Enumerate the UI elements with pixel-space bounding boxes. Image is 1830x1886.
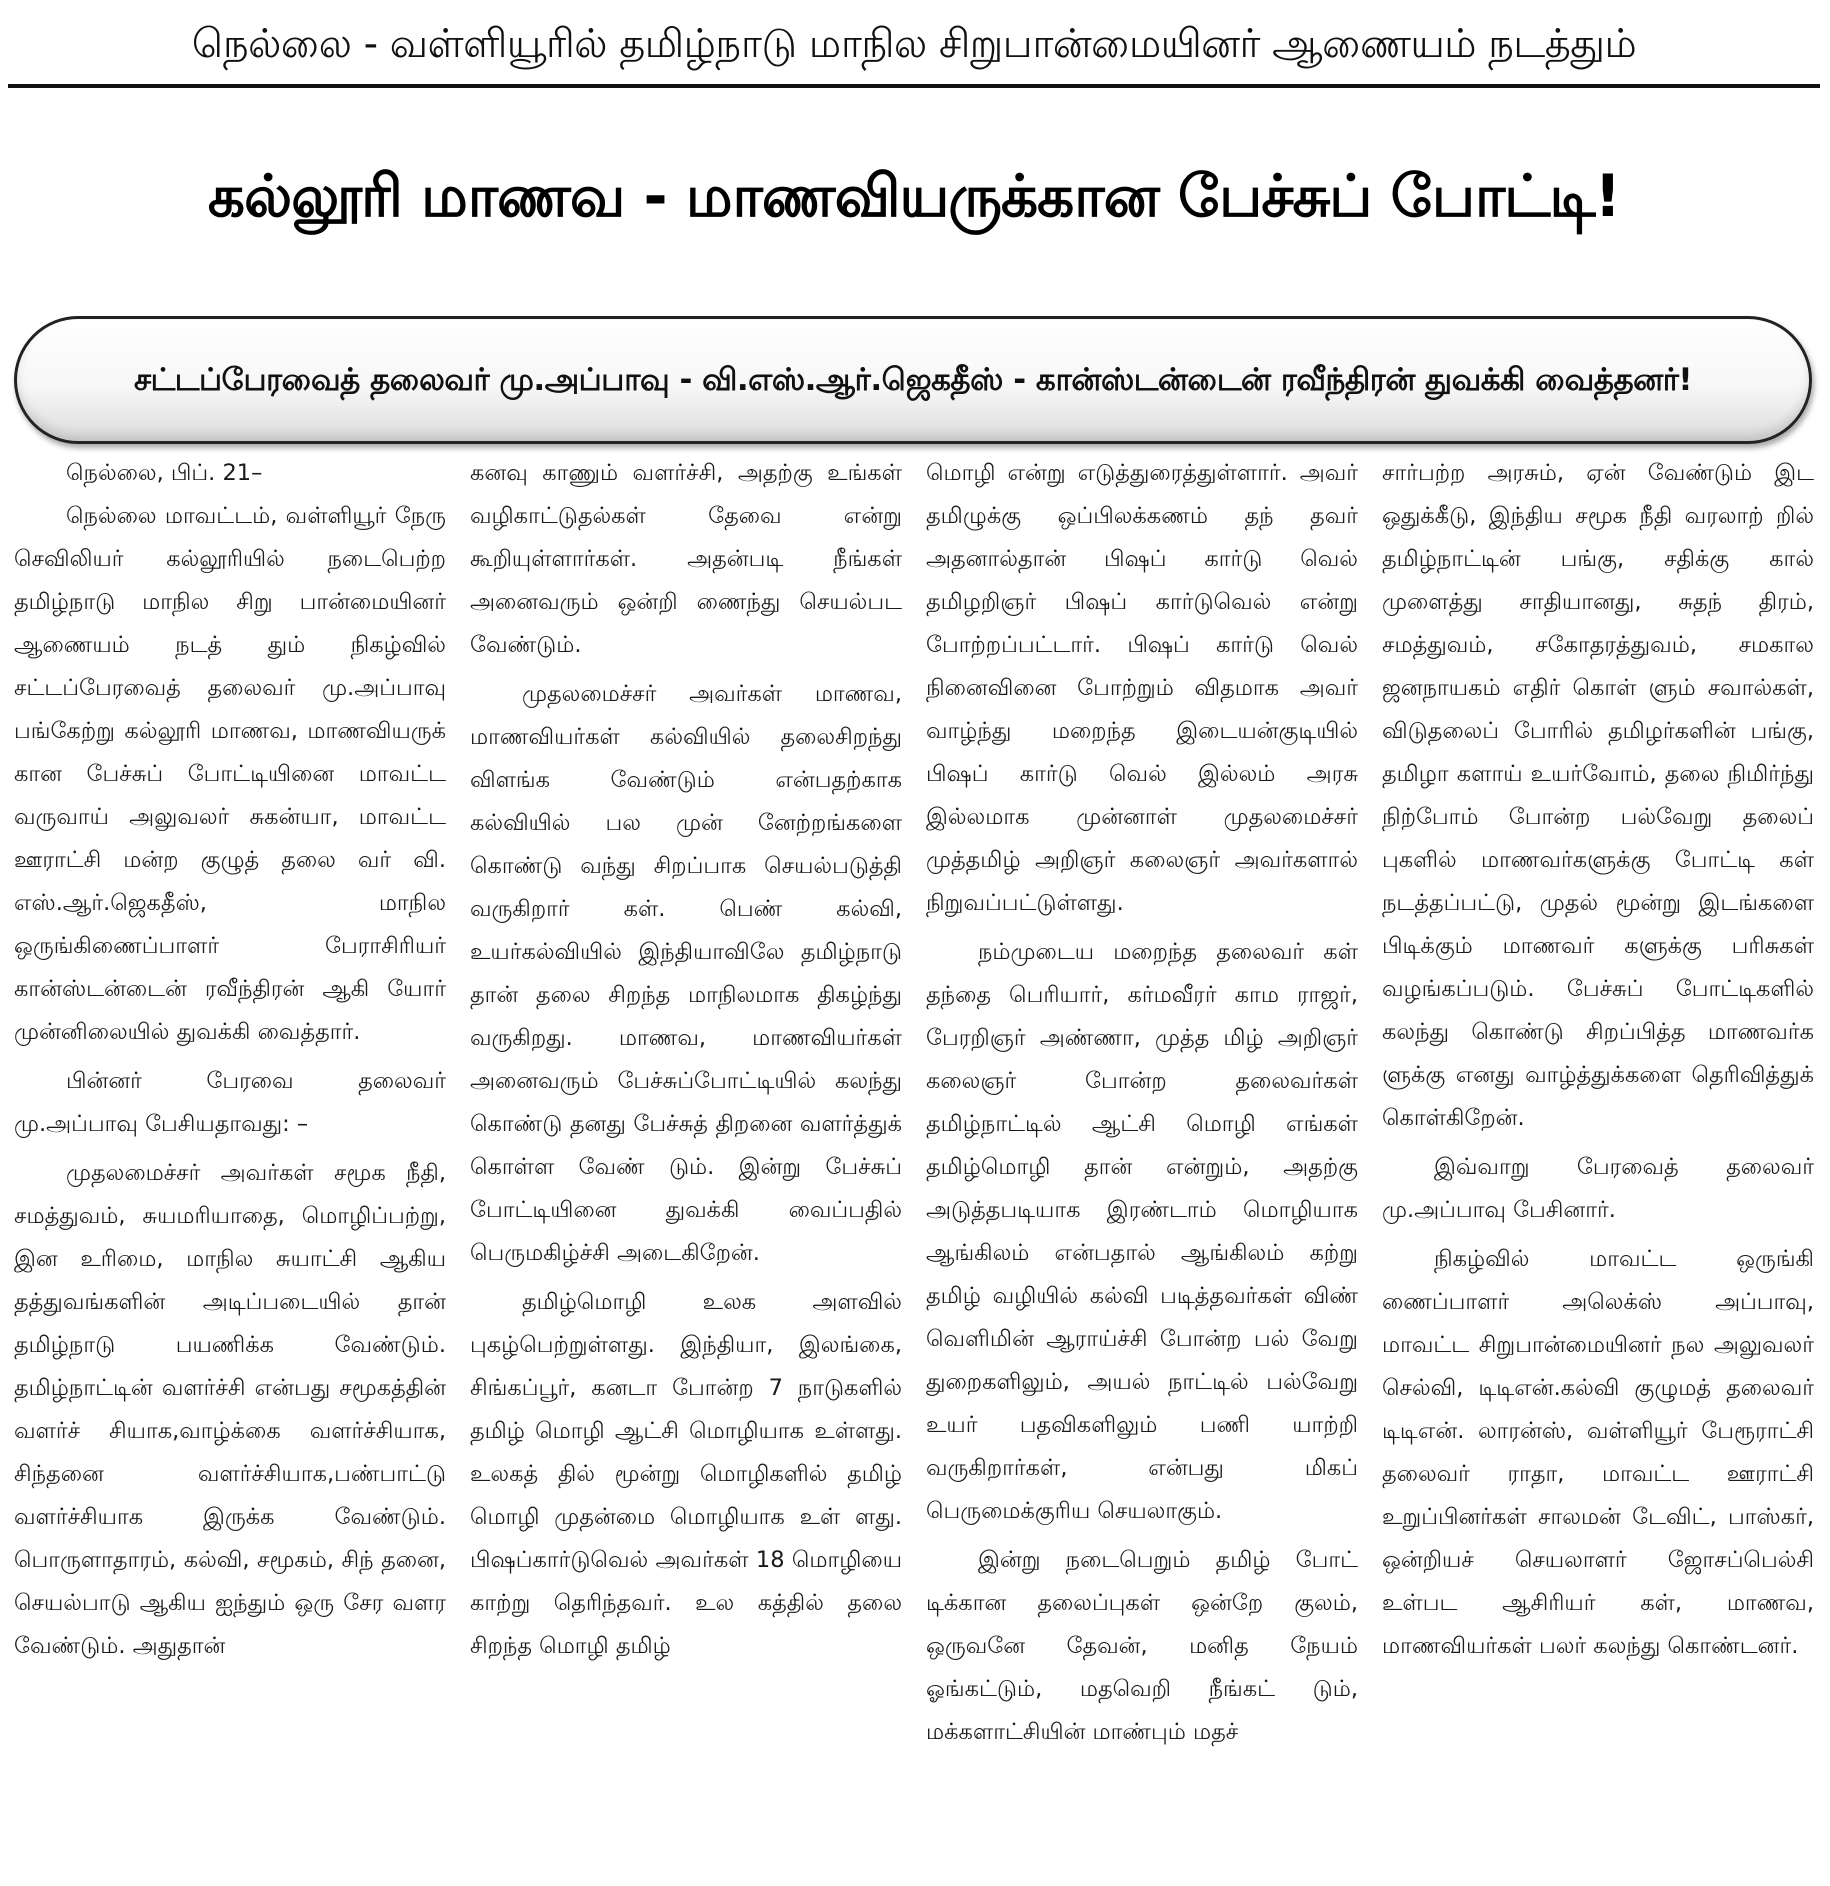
article-column-2 xyxy=(470,452,902,1878)
article-body xyxy=(14,452,1814,1878)
headline: கல்லூரி மாணவ - மாணவியருக்கான பேச்சுப் போட்டி! xyxy=(207,162,1621,230)
paragraph: சார்பற்ற அரசும், ஏன் வேண்டும் இட ஒதுக்கீடு, இந்திய சமூக நீதி வரலாற் றில் தமிழ்நாட்டின் பங்கு, சதிக்கு கால் முளைத்து சாதியானது, சுதந் திரம், சமத்துவம், சகோதரத்துவம், சமகால ஜனநாயகம் எதிர் கொள் ளும் சவால்கள், விடுதலைப் போரில் தமிழர்களின் பங்கு, தமிழா களாய் உயர்வோம், தலை நிமிர்ந்து நிற்போம் போன்ற பல்வேறு தலைப் புகளில் மாணவர்களுக்கு போட்டி கள் நடத்தப்பட்டு, முதல் மூன்று இடங்களை பிடிக்கும் மாணவர் களுக்கு பரிசுகள் வழங்கப்படும். பேச்சுப் போட்டிகளில் கலந்து கொண்டு சிறப்பித்த மாணவர்க ளுக்கு எனது வாழ்த்துக்களை தெரிவித்துக் கொள்கிறேன். xyxy=(1382,460,1814,1131)
paragraph: பின்னர் பேரவை தலைவர் மு.அப்பாவு பேசியதாவது: – xyxy=(14,1068,446,1137)
paragraph: மொழி என்று எடுத்துரைத்துள்ளார். அவர் தமிழுக்கு ஒப்பிலக்கணம் தந் தவர் அதனால்தான் பிஷப் கார்டு வெல் தமிழறிஞர் பிஷப் கார்டுவெல் என்று போற்றப்பட்டார். பிஷப் கார்டு வெல் நினைவினை போற்றும் விதமாக அவர் வாழ்ந்து மறைந்த இடையன்குடியில் பிஷப் கார்டு வெல் இல்லம் அரசு இல்லமாக முன்னாள் முதலமைச்சர் முத்தமிழ் அறிஞர் கலைஞர் அவர்களால் நிறுவப்பட்டுள்ளது. xyxy=(926,460,1358,916)
paragraph: தமிழ்மொழி உலக அளவில் புகழ்பெற்றுள்ளது. இந்தியா, இலங்கை, சிங்கப்பூர், கனடா போன்ற 7 நாடுகளில் தமிழ் மொழி ஆட்சி மொழியாக உள்ளது. உலகத் தில் மூன்று மொழிகளில் தமிழ் மொழி முதன்மை மொழியாக உள் ளது. பிஷப்கார்டுவெல் அவர்கள் 18 மொழியை காற்று தெரிந்தவர். உல கத்தில் தலை சிறந்த மொழி தமிழ் xyxy=(470,1289,902,1659)
article-column-3 xyxy=(926,452,1358,1878)
article-column-4 xyxy=(1382,452,1814,1878)
paragraph: கனவு காணும் வளர்ச்சி, அதற்கு உங்கள் வழிகாட்டுதல்கள் தேவை என்று கூறியுள்ளார்கள். அதன்படி நீங்கள் அனைவரும் ஒன்றி ணைந்து செயல்பட வேண்டும். xyxy=(470,460,902,658)
paragraph: முதலமைச்சர் அவர்கள் மாணவ, மாணவியர்கள் கல்வியில் தலைசிறந்து விளங்க வேண்டும் என்பதற்காக கல்வியில் பல முன் னேற்றங்களை கொண்டு வந்து சிறப்பாக செயல்படுத்தி வருகிறார் கள். பெண் கல்வி, உயர்கல்வியில் இந்தியாவிலே தமிழ்நாடு தான் தலை சிறந்த மாநிலமாக திகழ்ந்து வருகிறது. மாணவ, மாணவியர்கள் அனைவரும் பேச்சுப்போட்டியில் கலந்து கொண்டு தனது பேச்சுத் திறனை வளர்த்துக் கொள்ள வேண் டும். இன்று பேச்சுப் போட்டியினை துவக்கி வைப்பதில் பெருமகிழ்ச்சி அடைகிறேன். xyxy=(470,681,902,1266)
paragraph: நம்முடைய மறைந்த தலைவர் கள் தந்தை பெரியார், கர்மவீரர் காம ராஜர், பேரறிஞர் அண்ணா, முத்த மிழ் அறிஞர் கலைஞர் போன்ற தலைவர்கள் தமிழ்நாட்டில் ஆட்சி மொழி எங்கள் தமிழ்மொழி தான் என்றும், அதற்கு அடுத்தபடியாக இரண்டாம் மொழியாக ஆங்கிலம் என்பதால் ஆங்கிலம் கற்று தமிழ் வழியில் கல்வி படித்தவர்கள் விண் வெளிமின் ஆராய்ச்சி போன்ற பல் வேறு துறைகளிலும், அயல் நாட்டில் பல்வேறு உயர் பதவிகளிலும் பணி யாற்றி வருகிறார்கள், என்பது மிகப் பெருமைக்குரிய செயலாகும். xyxy=(926,939,1358,1524)
article-column-1 xyxy=(14,452,446,1878)
paragraph: இன்று நடைபெறும் தமிழ் போட் டிக்கான தலைப்புகள் ஒன்றே குலம், ஒருவனே தேவன், மனித நேயம் ஓங்கட்டும், மதவெறி நீங்கட் டும், மக்களாட்சியின் மாண்பும் மதச் xyxy=(926,1547,1358,1745)
paragraph: முதலமைச்சர் அவர்கள் சமூக நீதி, சமத்துவம், சுயமரியாதை, மொழிப்பற்று, இன உரிமை, மாநில சுயாட்சி ஆகிய தத்துவங்களின் அடிப்படையில் தான் தமிழ்நாடு பயணிக்க வேண்டும். தமிழ்நாட்டின் வளர்ச்சி என்பது சமூகத்தின் வளர்ச் சியாக,வாழ்க்கை வளர்ச்சியாக, சிந்தனை வளர்ச்சியாக,பண்பாட்டு வளர்ச்சியாக இருக்க வேண்டும். பொருளாதாரம், கல்வி, சமூகம், சிந் தனை, செயல்பாடு ஆகிய ஐந்தும் ஒரு சேர வளர வேண்டும். அதுதான் xyxy=(14,1160,446,1659)
subheadline-banner: சட்டப்பேரவைத் தலைவர் மு.அப்பாவு - வி.எஸ்.ஆர்.ஜெகதீஸ் - கான்ஸ்டன்டைன் ரவீந்திரன் துவக்கி வைத்தனர்! xyxy=(14,316,1812,444)
paragraph: நிகழ்வில் மாவட்ட ஒருங்கி ணைப்பாளர் அலெக்ஸ் அப்பாவு, மாவட்ட சிறுபான்மையினர் நல அலுவலர் செல்வி, டிடிஎன்.கல்வி குழுமத் தலைவர் டிடிஎன். லாரன்ஸ், வள்ளியூர் பேரூராட்சி தலைவர் ராதா, மாவட்ட ஊராட்சி உறுப்பினர்கள் சாலமன் டேவிட், பாஸ்கர், ஒன்றியச் செயலாளர் ஜோசப்பெல்சி உள்பட ஆசிரியர் கள், மாணவ, மாணவியர்கள் பலர் கலந்து கொண்டனர். xyxy=(1382,1246,1814,1659)
paragraph: நெல்லை மாவட்டம், வள்ளியூர் நேரு செவிலியர் கல்லூரியில் நடைபெற்ற தமிழ்நாடு மாநில சிறு பான்மையினர் ஆணையம் நடத் தும் நிகழ்வில் சட்டப்பேரவைத் தலைவர் மு.அப்பாவு பங்கேற்று கல்லூரி மாணவ, மாணவியருக் கான பேச்சுப் போட்டியினை மாவட்ட வருவாய் அலுவலர் சுகன்யா, மாவட்ட ஊராட்சி மன்ற குழுத் தலை வர் வி. எஸ்.ஆர்.ஜெகதீஸ், மாநில ஒருங்கிணைப்பாளர் பேராசிரியர் கான்ஸ்டன்டைன் ரவீந்திரன் ஆகி யோர் முன்னிலையில் துவக்கி வைத்தார். xyxy=(14,503,446,1045)
paragraph: இவ்வாறு பேரவைத் தலைவர் மு.அப்பாவு பேசினார். xyxy=(1382,1154,1814,1223)
dateline: நெல்லை, பிப். 21– xyxy=(66,460,263,486)
kicker-line: நெல்லை - வள்ளியூரில் தமிழ்நாடு மாநில சிறுபான்மையினர் ஆணையம் நடத்தும் xyxy=(8,4,1820,88)
